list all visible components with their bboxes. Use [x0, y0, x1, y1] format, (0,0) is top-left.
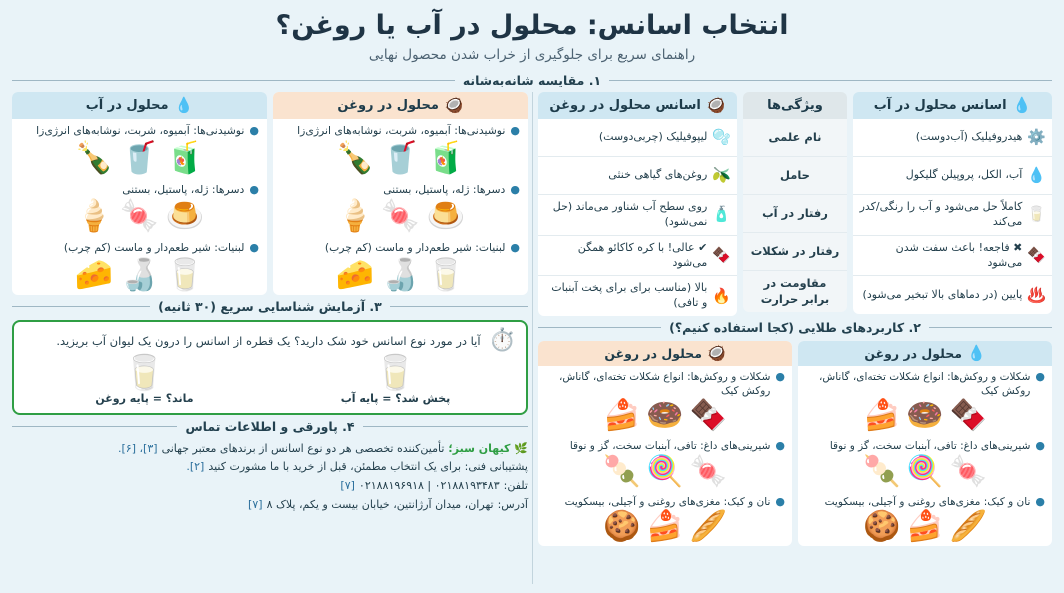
emoji-row [20, 256, 259, 293]
jelly-icon: 🍮 [426, 198, 466, 235]
left-column [538, 92, 1052, 584]
cell-value: آب، الکل، پروپیلن گلیکول [905, 168, 1023, 182]
list-item-text: نوشیدنی‌ها: آبمیوه، شربت، نوشابه‌های انرژی‌زا [297, 124, 506, 137]
toffee-icon: 🍬 [689, 453, 728, 489]
footer-address-line [12, 496, 528, 515]
footer-phone-line [12, 477, 528, 496]
nougat-icon: 🍡 [862, 453, 901, 489]
table-row [853, 119, 1052, 157]
soda-cup-icon: 🥤 [120, 139, 159, 176]
emoji-row [545, 398, 785, 434]
bread-icon: 🥖 [949, 508, 988, 544]
feature-cell: رفتار در شکلات [743, 233, 847, 271]
list-item [273, 236, 528, 295]
list-item-text: دسرها: ژله، پاستیل، بستنی [383, 182, 506, 196]
table-row [853, 276, 1052, 314]
rule-line-right [12, 306, 150, 307]
gear-icon: ⚙️ [1027, 128, 1046, 146]
olive-icon: 🫒 [712, 166, 731, 184]
rule-line-right [538, 327, 661, 328]
chocolate-icon: 🍫 [689, 398, 728, 434]
phone-reference: [۷] [340, 479, 355, 493]
fire-icon: 🔥 [712, 286, 731, 305]
stopwatch-icon: ⏱️ [488, 327, 516, 353]
yogurt-cup-icon: 🍶 [381, 256, 420, 293]
comparison-head-water-label: اسانس محلول در آب [873, 98, 1007, 113]
cake-slice-icon: 🍰 [646, 508, 684, 544]
solubility-card-oil [273, 92, 528, 295]
solubility-head-oil [273, 92, 528, 119]
candy-icon: 🍭 [906, 453, 944, 489]
address-reference: [۷] [248, 497, 263, 511]
rule-line-left [609, 80, 1052, 81]
feature-cell: رفتار در آب [743, 195, 847, 233]
list-item [538, 491, 792, 546]
toffee-icon: 🍬 [949, 453, 988, 489]
cell-value: پایین (در دماهای بالا تبخیر می‌شود) [862, 287, 1023, 301]
support-text: پشتیبانی فنی: برای یک انتخاب مطمئن، قبل از خرید با ما مشورت کنید [208, 460, 528, 474]
syrup-bottle-icon: 🍾 [335, 139, 375, 176]
comparison-head-oil [538, 92, 737, 119]
section-test-label: ۳. آزمایش شناسایی سریع (۳۰ ثانیه) [158, 298, 382, 314]
nougat-icon: 🍡 [602, 453, 641, 489]
syrup-bottle-icon: 🍾 [74, 139, 114, 176]
brand-description: تأمین‌کننده تخصصی هر دو نوع اسانس از برندهای معتبر جهانی [161, 441, 445, 455]
steam-icon: ♨️ [1027, 285, 1046, 304]
footer-support-line [12, 458, 528, 477]
footer-brand-line [12, 440, 528, 459]
cell-value: ✖ فاجعه! باعث سفت شدن می‌شود [895, 240, 1023, 269]
cake-icon: 🍰 [862, 398, 901, 434]
bullet-icon: ● [775, 370, 785, 384]
section-golden-label: ۲. کاربردهای طلایی (کجا استفاده کنیم؟) [669, 320, 921, 336]
quick-test-question: آیا در مورد نوع اسانس خود شک دارید؟ یک قطره از اسانس را درون یک لیوان آب بریزید. [56, 333, 481, 348]
header [0, 0, 1064, 69]
emoji-row [805, 398, 1045, 434]
list-item [538, 435, 792, 490]
droplet-icon: 💧 [1027, 166, 1046, 184]
list-item-text: لبنیات: شیر طعم‌دار و ماست (کم چرب) [63, 241, 245, 255]
column-divider [532, 92, 533, 584]
gummy-icon: 🍬 [120, 198, 159, 235]
feature-cell: حامل [743, 157, 847, 195]
page-title: انتخاب اسانس: محلول در آب یا روغن؟ [275, 10, 789, 41]
bottle-icon: 🧴 [712, 205, 731, 224]
bread-icon: 🥖 [689, 508, 728, 544]
emoji-row [20, 139, 259, 176]
rule-line-left [390, 306, 528, 307]
juice-box-icon: 🧃 [426, 139, 466, 176]
rule-line-right [12, 426, 177, 427]
candy-icon: 🍭 [646, 453, 684, 489]
quick-test-option [275, 352, 516, 405]
milk-carton-icon: 🥛 [426, 256, 466, 293]
list-item [12, 236, 267, 295]
list-item [273, 178, 528, 237]
golden-head-left-label: محلول در روغن [864, 346, 962, 362]
feature-cell: مقاومت در برابر حرارت [743, 271, 847, 312]
emoji-row [545, 453, 785, 489]
cell-value: ✔ عالی! با کره کاکائو همگن می‌شود [577, 240, 708, 269]
list-item-text: نوشیدنی‌ها: آبمیوه، شربت، نوشابه‌های انرژی‌زا [36, 124, 245, 137]
ganache-icon: 🍩 [906, 398, 944, 434]
emoji-row [281, 139, 520, 176]
bullet-icon: ● [1035, 439, 1045, 453]
emoji-row [805, 453, 1045, 489]
comparison-col-features [743, 92, 847, 316]
golden-uses [538, 341, 1052, 546]
comparison-head-features: ویژگی‌ها [743, 92, 847, 119]
list-item-text: شیرینی‌های داغ: تافی، آبنبات سخت، گز و نوقا [569, 440, 771, 453]
phone-value[interactable]: ۰۲۱۸۸۱۹۳۴۸۳ | ۰۲۱۸۸۱۹۶۹۱۸ [358, 479, 500, 493]
solubility-head-water-label: محلول در آب [85, 98, 169, 113]
list-item [798, 491, 1052, 546]
solubility-head-water [12, 92, 267, 119]
section-footer-label: ۴. پاورقی و اطلاعات تماس [185, 418, 355, 434]
comparison-col-oil [538, 92, 737, 316]
address-value: تهران، میدان آرژانتین، خیابان بیست و یکم، پلاک ۸ [266, 497, 494, 511]
comparison-head-water [853, 92, 1052, 119]
bullet-icon: ● [775, 439, 785, 453]
footer [12, 440, 528, 515]
address-label: آدرس: [497, 497, 528, 511]
list-item [12, 178, 267, 237]
golden-head-right [538, 341, 792, 366]
table-row [538, 157, 737, 195]
comparison-col-water [853, 92, 1052, 316]
phone-label: تلفن: [503, 479, 528, 493]
list-item [798, 435, 1052, 490]
list-item-text: شکلات و روکش‌ها: انواع شکلات تخته‌ای، گاناش، روکش کیک [819, 371, 1031, 398]
list-item-text: دسرها: ژله، پاستیل، بستنی [122, 182, 245, 196]
bullet-icon: ● [249, 241, 259, 255]
emoji-row [281, 198, 520, 235]
support-references: [۲]. [186, 460, 205, 474]
emoji-row [281, 256, 520, 293]
solubility-card-water [12, 92, 267, 295]
icecream-icon: 🍦 [74, 198, 114, 235]
cheese-icon: 🧀 [74, 256, 114, 293]
gummy-icon: 🍬 [381, 198, 420, 235]
golden-head-right-label: محلول در روغن [604, 346, 702, 362]
cell-value: بالا (مناسب برای برای پخت آبنبات و تافی) [551, 281, 708, 310]
list-item-text: لبنیات: شیر طعم‌دار و ماست (کم چرب) [324, 241, 506, 255]
comparison-head-oil-label: اسانس محلول در روغن [549, 98, 701, 113]
solubility-head-oil-label: محلول در روغن [337, 98, 439, 113]
cell-value: لیپوفیلیک (چربی‌دوست) [598, 130, 708, 144]
quick-test-question-row [24, 327, 516, 353]
emoji-row [545, 508, 785, 544]
feature-cell: نام علمی [743, 119, 847, 157]
cake-icon: 🍰 [602, 398, 641, 434]
table-row [538, 119, 737, 157]
cell-value: روغن‌های گیاهی خنثی [608, 168, 708, 182]
rule-line-right [12, 80, 455, 81]
list-item-text: شیرینی‌های داغ: تافی، آبنبات سخت، گز و نوقا [829, 440, 1031, 453]
coconut-icon: 🥥 [706, 344, 726, 363]
juice-box-icon: 🧃 [165, 139, 205, 176]
brand-references: [۳]، [۶]. [117, 441, 158, 455]
golden-head-left [798, 341, 1052, 366]
chocolate-icon: 🍫 [949, 398, 988, 434]
cake-slice-icon: 🍰 [906, 508, 944, 544]
brand-name: 🌿 کیهان سبز؛ [448, 441, 528, 455]
quick-test-options [24, 352, 516, 405]
chocolate-bar-icon: 🍫 [712, 246, 731, 265]
glass-oil-icon: 🥛 [123, 352, 166, 393]
table-row [853, 236, 1052, 277]
icecream-icon: 🍦 [335, 198, 375, 235]
rule-line-left [929, 327, 1052, 328]
table-row [538, 195, 737, 236]
section-test-rule [12, 299, 528, 314]
right-column [12, 92, 528, 584]
emoji-row [805, 508, 1045, 544]
quick-test-option-caption: پخش شد؟ = پایه آب [340, 391, 451, 405]
bullet-icon: ● [1035, 370, 1045, 384]
bullet-icon: ● [510, 241, 520, 255]
solubility-cards [12, 92, 528, 295]
bullet-icon: ● [1035, 494, 1045, 508]
table-row [853, 195, 1052, 236]
glass-water-icon: 🥛 [374, 352, 417, 393]
table-row [538, 236, 737, 277]
list-item-text: نان و کیک: مغزی‌های روغنی و آجیلی، بیسکویت [824, 495, 1031, 508]
ganache-icon: 🍩 [646, 398, 684, 434]
table-row [538, 276, 737, 316]
biscuit-icon: 🍪 [862, 508, 901, 544]
list-item [12, 119, 267, 178]
biscuit-icon: 🍪 [602, 508, 641, 544]
section-comparison-rule [0, 73, 1064, 88]
cheese-icon: 🧀 [335, 256, 375, 293]
cell-value: هیدروفیلیک (آب‌دوست) [915, 130, 1023, 144]
coconut-icon: 🥥 [706, 96, 726, 114]
milk-carton-icon: 🥛 [165, 256, 205, 293]
list-item [273, 119, 528, 178]
section-comparison-label: ۱. مقایسه شانه‌به‌شانه [462, 73, 602, 88]
water-drop-icon: 💧 [1012, 96, 1032, 114]
rule-line-left [363, 426, 528, 427]
glass-icon: 🥛 [1027, 205, 1046, 224]
table-row [853, 157, 1052, 195]
page-subtitle: راهنمای سریع برای جلوگیری از خراب شدن محصول نهایی [368, 47, 696, 63]
coconut-icon: 🥥 [444, 96, 464, 114]
cell-value: روی سطح آب شناور می‌ماند (حل نمی‌شود) [552, 200, 708, 228]
list-item-text: نان و کیک: مغزی‌های روغنی و آجیلی، بیسکویت [564, 495, 771, 508]
quick-test-option [24, 352, 265, 405]
chocolate-icon: 🍫 [1027, 246, 1046, 265]
bullet-icon: ● [249, 182, 259, 196]
emoji-row [20, 198, 259, 235]
soda-cup-icon: 🥤 [381, 139, 420, 176]
quick-test-option-caption: ماند؟ = پایه روغن [95, 391, 194, 405]
list-item [798, 366, 1052, 435]
comparison-table [538, 92, 1052, 316]
golden-col-right [538, 341, 792, 546]
water-drop-icon: 💧 [174, 96, 194, 114]
jelly-icon: 🍮 [165, 198, 205, 235]
yogurt-cup-icon: 🍶 [120, 256, 159, 293]
water-drop-icon: 💧 [966, 344, 986, 363]
section-golden-rule [538, 320, 1052, 335]
bubbles-icon: 🫧 [712, 128, 731, 146]
list-item-text: شکلات و روکش‌ها: انواع شکلات تخته‌ای، گاناش، روکش کیک [558, 371, 771, 398]
bullet-icon: ● [249, 124, 259, 137]
section-footer-rule [12, 419, 528, 434]
cell-value: کاملاً حل می‌شود و آب را رنگی/کدر می‌کند [859, 200, 1023, 228]
bullet-icon: ● [510, 182, 520, 196]
bullet-icon: ● [510, 124, 520, 137]
golden-col-left [798, 341, 1052, 546]
quick-test-box [12, 320, 528, 415]
list-item [538, 366, 792, 435]
bullet-icon: ● [775, 494, 785, 508]
